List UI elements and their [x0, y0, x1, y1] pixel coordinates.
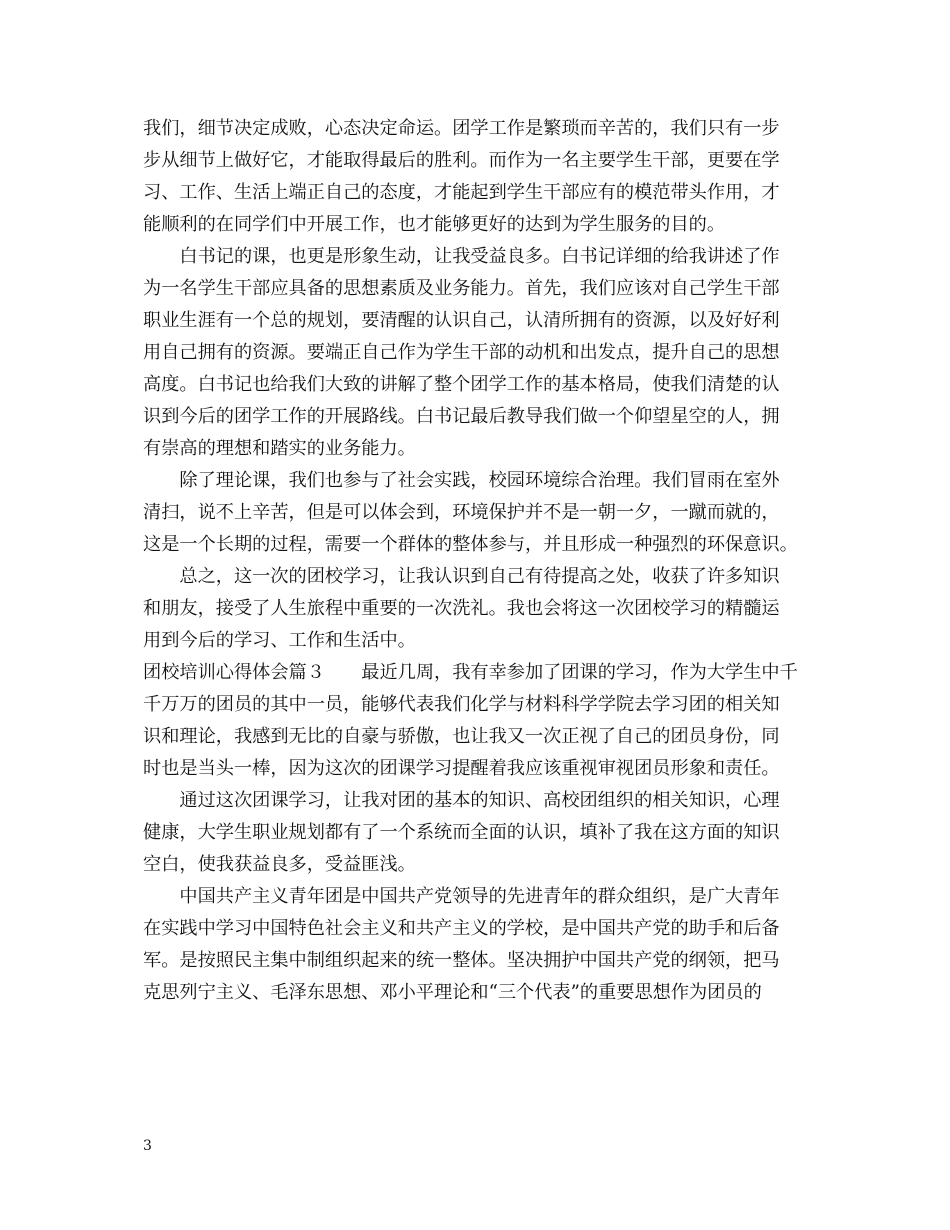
text-line: 能顺利的在同学们中开展工作，也才能够更好的达到为学生服务的目的。 — [143, 214, 726, 235]
text-line: 用自己拥有的资源。要端正自己作为学生干部的动机和出发点，提升自己的思想 — [143, 342, 780, 363]
text-line: 和朋友，接受了人生旅程中重要的一次洗礼。我也会将这一次团校学习的精髓运 — [143, 598, 780, 619]
text-line: 空白，使我获益良多，受益匪浅。 — [143, 854, 416, 875]
document-body — [143, 113, 815, 1009]
text-line: 克思列宁主义、毛泽东思想、邓小平理论和“三个代表”的重要思想作为团员的 — [143, 982, 762, 1003]
text-line: 识和理论，我感到无比的自豪与骄傲，也让我又一次正视了自己的团员身份，同 — [143, 726, 780, 747]
text-line: 清扫，说不上辛苦，但是可以体会到，环境保护并不是一朝一夕，一蹴而就的， — [143, 502, 780, 523]
text-line: 通过这次团课学习，让我对团的基本的知识、高校团组织的相关知识，心理 — [143, 790, 780, 811]
text-line: 用到今后的学习、工作和生活中。 — [143, 630, 416, 651]
text-line: 团校培训心得体会篇３ 最近几周，我有幸参加了团课的学习，作为大学生中千 — [143, 662, 798, 683]
text-line: 识到今后的团学工作的开展路线。白书记最后教导我们做一个仰望星空的人，拥 — [143, 406, 780, 427]
text-line: 健康，大学生职业规划都有了一个系统而全面的认识，填补了我在这方面的知识 — [143, 822, 780, 843]
text-line: 职业生涯有一个总的规划，要清醒的认识自己，认清所拥有的资源，以及好好利 — [143, 310, 780, 331]
text-line: 我们，细节决定成败，心态决定命运。团学工作是繁琐而辛苦的，我们只有一步 — [143, 118, 780, 139]
text-line: 为一名学生干部应具备的思想素质及业务能力。首先，我们应该对自己学生干部 — [143, 278, 780, 299]
text-line: 这是一个长期的过程，需要一个群体的整体参与，并且形成一种强烈的环保意识。 — [143, 534, 798, 555]
text-line: 军。是按照民主集中制组织起来的统一整体。坚决拥护中国共产党的纲领，把马 — [143, 950, 780, 971]
text-line: 千万万的团员的其中一员，能够代表我们化学与材料科学学院去学习团的相关知 — [143, 694, 780, 715]
text-line: 在实践中学习中国特色社会主义和共产主义的学校，是中国共产党的助手和后备 — [143, 918, 780, 939]
page-number: 3 — [143, 1138, 152, 1154]
text-line: 总之，这一次的团校学习，让我认识到自己有待提高之处，收获了许多知识 — [143, 566, 780, 587]
text-line: 高度。白书记也给我们大致的讲解了整个团学工作的基本格局，使我们清楚的认 — [143, 374, 780, 395]
text-line: 时也是当头一棒，因为这次的团课学习提醒着我应该重视审视团员形象和责任。 — [143, 758, 780, 779]
text-line: 除了理论课，我们也参与了社会实践，校园环境综合治理。我们冒雨在室外 — [143, 470, 780, 491]
text-line: 步从细节上做好它，才能取得最后的胜利。而作为一名主要学生干部，更要在学 — [143, 150, 780, 171]
text-line: 中国共产主义青年团是中国共产党领导的先进青年的群众组织，是广大青年 — [143, 886, 780, 907]
text-line: 白书记的课，也更是形象生动，让我受益良多。白书记详细的给我讲述了作 — [143, 246, 780, 267]
text-line: 习、工作、生活上端正自己的态度，才能起到学生干部应有的模范带头作用，才 — [143, 182, 780, 203]
text-line: 有崇高的理想和踏实的业务能力。 — [143, 438, 416, 459]
